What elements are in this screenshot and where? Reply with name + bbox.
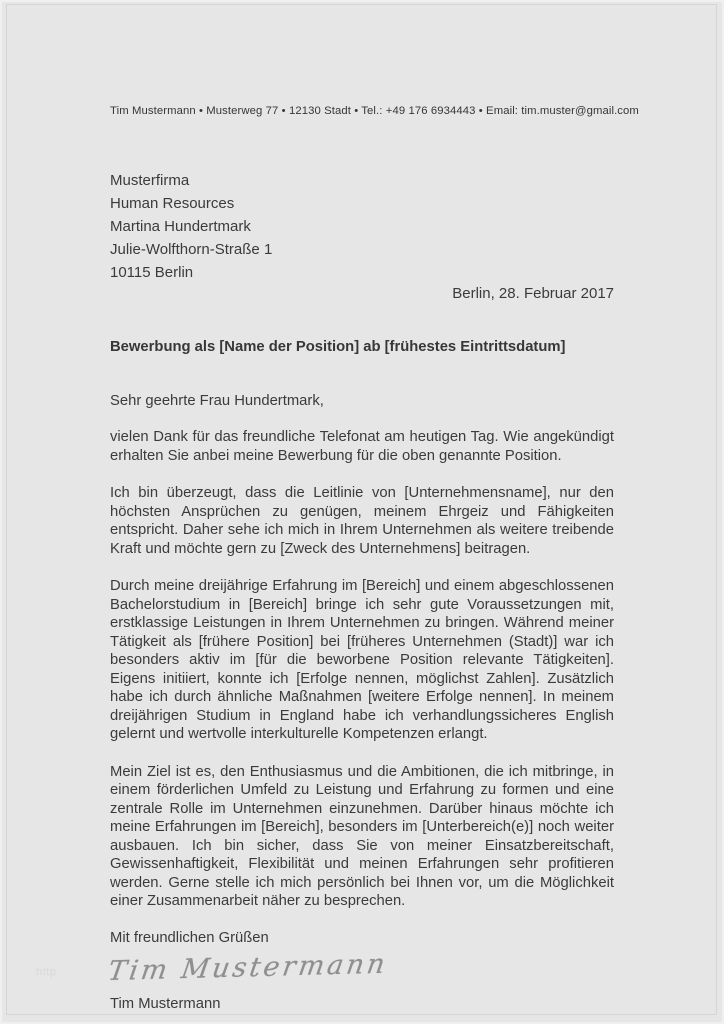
letter-body — [110, 428, 614, 911]
recipient-department: Human Resources — [110, 195, 235, 212]
sender-contact-line: Tim Mustermann • Musterweg 77 • 12130 Stadt • Tel.: +49 176 6934443 • Email: tim.muster@gmail.com — [110, 105, 639, 117]
recipient-address-block — [110, 169, 614, 284]
paragraph-goals: Mein Ziel ist es, den Enthusiasmus und die Ambitionen, die ich mitbringe, in einem förderlichen Umfeld zu Leistung und Erfahrung zu formen und eine zentrale Rolle im Unternehmen einzunehmen. Darüber hinaus möchte ich meine Erfahrungen im [Bereich], besonders im [Unterbereich(e)] noch weiter ausbauen. Ich bin sicher, dass Sie von meiner Einsatzbereitschaft, Gewissenhaftigkeit, Flexibilität und meinen Erfahrungen sehr profitieren werden. Gerne stelle ich mich persönlich bei Ihnen vor, um die Möglichkeit einer Zusammenarbeit näher zu besprechen. — [110, 763, 614, 909]
handwritten-signature: Tim Mustermann — [106, 948, 390, 987]
recipient-street: Julie-Wolfthorn-Straße 1 — [110, 241, 273, 258]
recipient-company: Musterfirma — [110, 172, 190, 189]
salutation: Sehr geehrte Frau Hundertmark, — [110, 393, 324, 409]
faint-watermark: http — [36, 966, 57, 978]
typed-signature-name: Tim Mustermann — [110, 995, 221, 1012]
letter-content — [106, 0, 639, 1012]
date-line: Berlin, 28. Februar 2017 — [452, 285, 614, 302]
paragraph-motivation: Ich bin überzeugt, dass die Leitlinie von [Unternehmensname], nur den höchsten Ansprüchen zu genügen, meinem Ehrgeiz und Fähigkeiten entspricht. Daher sehe ich mich in Ihrem Unternehmen als weitere treibende Kraft und möchte gern zu [Zweck des Unternehmens] beitragen. — [110, 485, 614, 557]
paragraph-intro: vielen Dank für das freundliche Telefonat am heutigen Tag. Wie angekündigt erhalten Sie anbei meine Bewerbung für die oben genannte Position. — [110, 429, 614, 464]
paragraph-experience: Durch meine dreijährige Erfahrung im [Bereich] und einem abgeschlossenen Bachelorstudium in [Bereich] bringe ich sehr gute Voraussetzungen mit, erstklassige Leistungen in Ihrem Unternehmen zu bringen. Während meiner Tätigkeit als [frühere Position] bei [früheres Unternehmen (Stadt)] war ich besonders aktiv im [für die beworbene Position relevante Tätigkeiten]. Eigens initiiert, konnte ich [Erfolge nennen, möglichst Zahlen]. Zusätzlich habe ich durch ähnliche Maßnahmen [weitere Erfolge nennen]. In meinem dreijährigen Studium in England habe ich verhandlungssicheres English gelernt und wertvolle interkulturelle Kompetenzen erlangt. — [110, 578, 614, 742]
subject-line: Bewerbung als [Name der Position] ab [frühestes Eintrittsdatum] — [110, 339, 566, 355]
closing-formula: Mit freundlichen Grüßen — [110, 929, 269, 946]
recipient-contact-person: Martina Hundertmark — [110, 218, 251, 235]
recipient-city: 10115 Berlin — [110, 264, 194, 281]
